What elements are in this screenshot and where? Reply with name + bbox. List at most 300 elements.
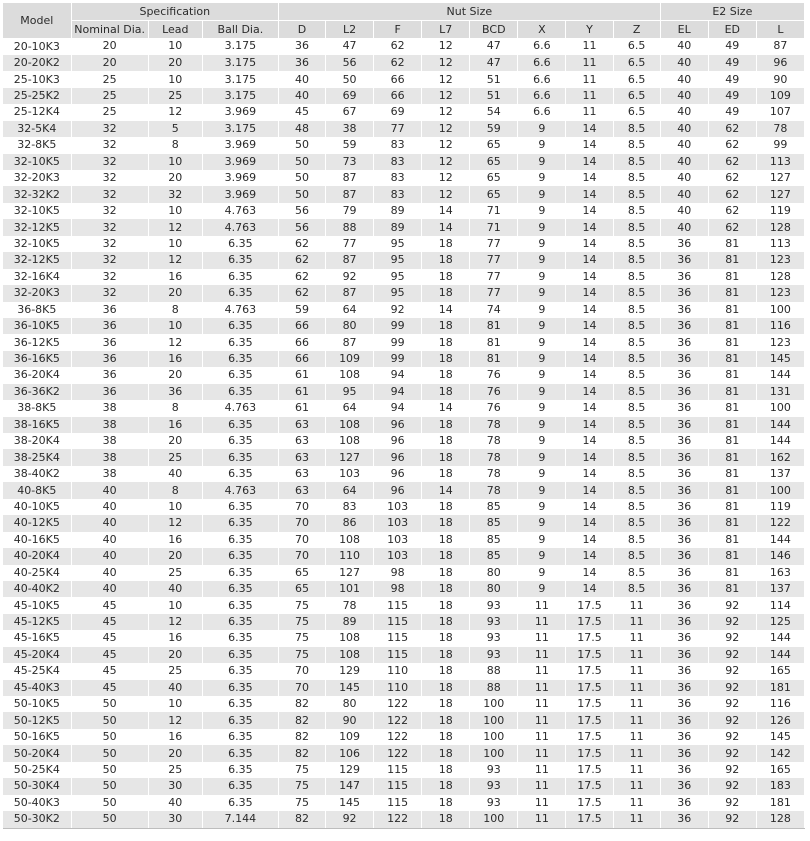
cell-el: 36 xyxy=(660,334,708,350)
cell-l: 99 xyxy=(756,137,804,153)
cell-ball-dia: 6.35 xyxy=(202,449,278,465)
cell-l7: 18 xyxy=(422,581,470,597)
cell-model: 50-10K5 xyxy=(3,696,71,712)
cell-el: 36 xyxy=(660,630,708,646)
column-header-l: L xyxy=(756,21,804,39)
cell-z: 8.5 xyxy=(613,170,660,186)
cell-nominal-dia: 50 xyxy=(71,729,148,745)
cell-ball-dia: 3.969 xyxy=(202,186,278,202)
cell-y: 17.5 xyxy=(566,745,613,761)
cell-ed: 92 xyxy=(708,647,756,663)
cell-y: 17.5 xyxy=(566,712,613,728)
cell-f: 77 xyxy=(374,121,422,137)
cell-l: 145 xyxy=(756,729,804,745)
table-row xyxy=(3,449,805,465)
cell-l7: 18 xyxy=(422,351,470,367)
cell-l7: 18 xyxy=(422,696,470,712)
table-row xyxy=(3,252,805,268)
cell-nominal-dia: 32 xyxy=(71,121,148,137)
cell-l2: 129 xyxy=(326,762,374,778)
cell-model: 50-25K4 xyxy=(3,762,71,778)
cell-d: 62 xyxy=(278,269,325,285)
cell-el: 36 xyxy=(660,482,708,498)
cell-ball-dia: 6.35 xyxy=(202,778,278,794)
cell-l: 142 xyxy=(756,745,804,761)
cell-bcd: 80 xyxy=(470,565,518,581)
header-group-row xyxy=(3,3,805,21)
cell-l2: 88 xyxy=(326,219,374,235)
cell-bcd: 74 xyxy=(470,302,518,318)
cell-l: 114 xyxy=(756,597,804,613)
cell-ed: 81 xyxy=(708,285,756,301)
cell-d: 36 xyxy=(278,38,325,55)
cell-nominal-dia: 50 xyxy=(71,712,148,728)
cell-el: 36 xyxy=(660,532,708,548)
cell-el: 40 xyxy=(660,203,708,219)
cell-ball-dia: 4.763 xyxy=(202,219,278,235)
cell-model: 40-8K5 xyxy=(3,482,71,498)
cell-bcd: 78 xyxy=(470,433,518,449)
cell-d: 82 xyxy=(278,811,325,828)
cell-bcd: 81 xyxy=(470,318,518,334)
cell-lead: 40 xyxy=(148,680,202,696)
cell-x: 9 xyxy=(518,367,566,383)
cell-y: 14 xyxy=(566,236,613,252)
cell-y: 14 xyxy=(566,334,613,350)
cell-y: 14 xyxy=(566,482,613,498)
cell-nominal-dia: 45 xyxy=(71,680,148,696)
cell-ball-dia: 6.35 xyxy=(202,729,278,745)
model-column-header: Model xyxy=(3,3,71,38)
cell-z: 11 xyxy=(613,811,660,828)
cell-el: 36 xyxy=(660,729,708,745)
cell-f: 92 xyxy=(374,302,422,318)
cell-l: 87 xyxy=(756,38,804,55)
cell-ball-dia: 4.763 xyxy=(202,302,278,318)
cell-l: 165 xyxy=(756,663,804,679)
cell-model: 40-10K5 xyxy=(3,499,71,515)
cell-l2: 87 xyxy=(326,252,374,268)
cell-bcd: 100 xyxy=(470,696,518,712)
table-header xyxy=(3,3,805,38)
cell-ed: 49 xyxy=(708,38,756,55)
cell-nominal-dia: 40 xyxy=(71,532,148,548)
cell-y: 11 xyxy=(566,104,613,120)
cell-x: 9 xyxy=(518,466,566,482)
cell-y: 14 xyxy=(566,449,613,465)
table-row xyxy=(3,597,805,613)
cell-d: 61 xyxy=(278,384,325,400)
cell-model: 25-25K2 xyxy=(3,88,71,104)
cell-l2: 101 xyxy=(326,581,374,597)
cell-z: 8.5 xyxy=(613,581,660,597)
cell-l: 145 xyxy=(756,351,804,367)
cell-l2: 67 xyxy=(326,104,374,120)
cell-bcd: 88 xyxy=(470,680,518,696)
cell-bcd: 65 xyxy=(470,186,518,202)
cell-x: 9 xyxy=(518,252,566,268)
cell-d: 63 xyxy=(278,449,325,465)
cell-lead: 12 xyxy=(148,104,202,120)
cell-x: 11 xyxy=(518,745,566,761)
cell-model: 50-30K4 xyxy=(3,778,71,794)
cell-d: 75 xyxy=(278,778,325,794)
table-row xyxy=(3,384,805,400)
cell-l2: 92 xyxy=(326,811,374,828)
cell-l2: 89 xyxy=(326,614,374,630)
cell-ed: 62 xyxy=(708,203,756,219)
cell-nominal-dia: 32 xyxy=(71,137,148,153)
cell-f: 62 xyxy=(374,55,422,71)
cell-ed: 81 xyxy=(708,269,756,285)
table-row xyxy=(3,482,805,498)
column-header-l7: L7 xyxy=(422,21,470,39)
cell-nominal-dia: 38 xyxy=(71,400,148,416)
cell-y: 14 xyxy=(566,269,613,285)
cell-d: 36 xyxy=(278,55,325,71)
cell-el: 36 xyxy=(660,367,708,383)
cell-l7: 18 xyxy=(422,269,470,285)
table-row xyxy=(3,367,805,383)
cell-ed: 62 xyxy=(708,186,756,202)
cell-el: 36 xyxy=(660,696,708,712)
cell-d: 70 xyxy=(278,548,325,564)
cell-ball-dia: 6.35 xyxy=(202,647,278,663)
cell-z: 8.5 xyxy=(613,417,660,433)
cell-ball-dia: 6.35 xyxy=(202,696,278,712)
cell-ball-dia: 6.35 xyxy=(202,630,278,646)
cell-d: 50 xyxy=(278,154,325,170)
cell-model: 50-16K5 xyxy=(3,729,71,745)
cell-el: 36 xyxy=(660,515,708,531)
cell-z: 8.5 xyxy=(613,302,660,318)
cell-l2: 108 xyxy=(326,630,374,646)
cell-l7: 18 xyxy=(422,285,470,301)
cell-l: 100 xyxy=(756,482,804,498)
cell-model: 32-5K4 xyxy=(3,121,71,137)
cell-nominal-dia: 50 xyxy=(71,745,148,761)
table-row xyxy=(3,630,805,646)
cell-f: 94 xyxy=(374,367,422,383)
cell-el: 40 xyxy=(660,104,708,120)
cell-l2: 80 xyxy=(326,318,374,334)
cell-f: 115 xyxy=(374,795,422,811)
cell-x: 11 xyxy=(518,696,566,712)
cell-l7: 18 xyxy=(422,548,470,564)
column-header-bcd: BCD xyxy=(470,21,518,39)
table-row xyxy=(3,137,805,153)
cell-l: 144 xyxy=(756,532,804,548)
cell-l7: 18 xyxy=(422,811,470,828)
column-header-z: Z xyxy=(613,21,660,39)
cell-ball-dia: 6.35 xyxy=(202,515,278,531)
cell-x: 9 xyxy=(518,203,566,219)
cell-nominal-dia: 38 xyxy=(71,466,148,482)
cell-nominal-dia: 40 xyxy=(71,482,148,498)
cell-bcd: 93 xyxy=(470,762,518,778)
cell-ball-dia: 6.35 xyxy=(202,236,278,252)
cell-l2: 145 xyxy=(326,795,374,811)
cell-y: 14 xyxy=(566,466,613,482)
table-row xyxy=(3,269,805,285)
cell-l2: 47 xyxy=(326,38,374,55)
cell-lead: 16 xyxy=(148,729,202,745)
cell-y: 17.5 xyxy=(566,696,613,712)
cell-z: 8.5 xyxy=(613,367,660,383)
cell-model: 38-16K5 xyxy=(3,417,71,433)
cell-ball-dia: 3.175 xyxy=(202,121,278,137)
table-row xyxy=(3,186,805,202)
cell-y: 14 xyxy=(566,318,613,334)
cell-nominal-dia: 32 xyxy=(71,186,148,202)
cell-x: 11 xyxy=(518,811,566,828)
cell-bcd: 54 xyxy=(470,104,518,120)
cell-y: 11 xyxy=(566,38,613,55)
cell-el: 36 xyxy=(660,466,708,482)
cell-z: 8.5 xyxy=(613,269,660,285)
cell-model: 32-10K5 xyxy=(3,203,71,219)
cell-l7: 18 xyxy=(422,236,470,252)
table-row xyxy=(3,417,805,433)
cell-model: 20-20K2 xyxy=(3,55,71,71)
cell-l: 144 xyxy=(756,367,804,383)
cell-lead: 16 xyxy=(148,630,202,646)
cell-y: 14 xyxy=(566,186,613,202)
cell-l: 116 xyxy=(756,696,804,712)
cell-bcd: 80 xyxy=(470,581,518,597)
cell-lead: 25 xyxy=(148,565,202,581)
cell-bcd: 85 xyxy=(470,532,518,548)
cell-nominal-dia: 36 xyxy=(71,351,148,367)
cell-y: 17.5 xyxy=(566,597,613,613)
cell-bcd: 65 xyxy=(470,137,518,153)
cell-l: 127 xyxy=(756,170,804,186)
cell-z: 8.5 xyxy=(613,252,660,268)
table-row xyxy=(3,400,805,416)
cell-bcd: 59 xyxy=(470,121,518,137)
cell-lead: 12 xyxy=(148,252,202,268)
cell-model: 36-12K5 xyxy=(3,334,71,350)
cell-bcd: 77 xyxy=(470,236,518,252)
cell-z: 8.5 xyxy=(613,121,660,137)
cell-bcd: 65 xyxy=(470,170,518,186)
cell-d: 70 xyxy=(278,532,325,548)
table-row xyxy=(3,466,805,482)
cell-f: 99 xyxy=(374,351,422,367)
cell-ball-dia: 6.35 xyxy=(202,384,278,400)
cell-l: 78 xyxy=(756,121,804,137)
cell-l7: 18 xyxy=(422,252,470,268)
cell-x: 9 xyxy=(518,154,566,170)
cell-ed: 81 xyxy=(708,548,756,564)
cell-z: 8.5 xyxy=(613,285,660,301)
cell-d: 82 xyxy=(278,696,325,712)
table-row xyxy=(3,811,805,828)
cell-l7: 12 xyxy=(422,55,470,71)
cell-z: 6.5 xyxy=(613,55,660,71)
table-row xyxy=(3,433,805,449)
cell-f: 95 xyxy=(374,285,422,301)
cell-y: 14 xyxy=(566,499,613,515)
cell-lead: 25 xyxy=(148,88,202,104)
cell-l7: 14 xyxy=(422,302,470,318)
cell-z: 6.5 xyxy=(613,88,660,104)
cell-ball-dia: 6.35 xyxy=(202,795,278,811)
cell-x: 11 xyxy=(518,795,566,811)
cell-f: 96 xyxy=(374,433,422,449)
cell-bcd: 76 xyxy=(470,367,518,383)
cell-d: 62 xyxy=(278,252,325,268)
cell-d: 63 xyxy=(278,482,325,498)
table-row xyxy=(3,762,805,778)
table-row xyxy=(3,795,805,811)
cell-l2: 92 xyxy=(326,269,374,285)
cell-x: 9 xyxy=(518,400,566,416)
cell-bcd: 85 xyxy=(470,499,518,515)
cell-ed: 92 xyxy=(708,597,756,613)
cell-lead: 16 xyxy=(148,269,202,285)
cell-nominal-dia: 40 xyxy=(71,548,148,564)
cell-model: 32-12K5 xyxy=(3,219,71,235)
cell-el: 36 xyxy=(660,778,708,794)
cell-ed: 92 xyxy=(708,762,756,778)
cell-lead: 36 xyxy=(148,384,202,400)
cell-f: 115 xyxy=(374,778,422,794)
cell-ball-dia: 6.35 xyxy=(202,499,278,515)
cell-ed: 62 xyxy=(708,121,756,137)
cell-bcd: 76 xyxy=(470,384,518,400)
cell-ed: 49 xyxy=(708,104,756,120)
cell-nominal-dia: 38 xyxy=(71,417,148,433)
cell-el: 36 xyxy=(660,417,708,433)
cell-el: 36 xyxy=(660,318,708,334)
cell-model: 32-16K4 xyxy=(3,269,71,285)
cell-y: 17.5 xyxy=(566,647,613,663)
cell-nominal-dia: 32 xyxy=(71,219,148,235)
cell-f: 95 xyxy=(374,269,422,285)
cell-ball-dia: 3.969 xyxy=(202,170,278,186)
cell-f: 96 xyxy=(374,482,422,498)
cell-y: 14 xyxy=(566,532,613,548)
cell-ed: 92 xyxy=(708,663,756,679)
cell-x: 9 xyxy=(518,565,566,581)
cell-lead: 8 xyxy=(148,400,202,416)
cell-y: 14 xyxy=(566,581,613,597)
cell-l2: 79 xyxy=(326,203,374,219)
cell-l2: 108 xyxy=(326,367,374,383)
cell-l: 144 xyxy=(756,433,804,449)
cell-el: 36 xyxy=(660,762,708,778)
table-row xyxy=(3,581,805,597)
cell-l2: 87 xyxy=(326,285,374,301)
cell-bcd: 77 xyxy=(470,269,518,285)
cell-x: 11 xyxy=(518,729,566,745)
cell-x: 11 xyxy=(518,597,566,613)
cell-l7: 12 xyxy=(422,154,470,170)
cell-el: 36 xyxy=(660,647,708,663)
cell-f: 103 xyxy=(374,548,422,564)
cell-l: 122 xyxy=(756,515,804,531)
cell-el: 36 xyxy=(660,795,708,811)
cell-f: 96 xyxy=(374,449,422,465)
cell-z: 11 xyxy=(613,712,660,728)
cell-model: 50-30K2 xyxy=(3,811,71,828)
cell-d: 61 xyxy=(278,367,325,383)
cell-ed: 92 xyxy=(708,778,756,794)
cell-f: 89 xyxy=(374,203,422,219)
cell-z: 8.5 xyxy=(613,482,660,498)
cell-l: 137 xyxy=(756,466,804,482)
cell-el: 36 xyxy=(660,236,708,252)
cell-bcd: 47 xyxy=(470,55,518,71)
cell-nominal-dia: 36 xyxy=(71,367,148,383)
cell-ball-dia: 6.35 xyxy=(202,762,278,778)
cell-x: 6.6 xyxy=(518,104,566,120)
cell-l2: 56 xyxy=(326,55,374,71)
cell-bcd: 93 xyxy=(470,597,518,613)
cell-ed: 81 xyxy=(708,499,756,515)
cell-y: 14 xyxy=(566,565,613,581)
cell-ed: 62 xyxy=(708,137,756,153)
cell-l2: 83 xyxy=(326,499,374,515)
cell-ed: 49 xyxy=(708,88,756,104)
cell-l2: 103 xyxy=(326,466,374,482)
cell-l: 96 xyxy=(756,55,804,71)
cell-bcd: 93 xyxy=(470,795,518,811)
cell-l2: 86 xyxy=(326,515,374,531)
cell-x: 9 xyxy=(518,236,566,252)
cell-model: 36-10K5 xyxy=(3,318,71,334)
cell-ed: 81 xyxy=(708,433,756,449)
cell-f: 122 xyxy=(374,712,422,728)
cell-y: 14 xyxy=(566,252,613,268)
cell-ball-dia: 3.175 xyxy=(202,38,278,55)
cell-l7: 18 xyxy=(422,597,470,613)
table-row xyxy=(3,88,805,104)
cell-z: 11 xyxy=(613,778,660,794)
ball-screw-nut-spec-table xyxy=(3,3,805,829)
cell-lead: 8 xyxy=(148,302,202,318)
cell-bcd: 93 xyxy=(470,614,518,630)
cell-nominal-dia: 45 xyxy=(71,614,148,630)
cell-f: 103 xyxy=(374,499,422,515)
cell-d: 65 xyxy=(278,581,325,597)
table-row xyxy=(3,647,805,663)
cell-nominal-dia: 32 xyxy=(71,170,148,186)
table-row xyxy=(3,663,805,679)
cell-y: 17.5 xyxy=(566,778,613,794)
cell-d: 75 xyxy=(278,795,325,811)
cell-l: 116 xyxy=(756,318,804,334)
table-row xyxy=(3,351,805,367)
cell-d: 75 xyxy=(278,762,325,778)
cell-l2: 106 xyxy=(326,745,374,761)
cell-z: 6.5 xyxy=(613,71,660,87)
cell-el: 40 xyxy=(660,186,708,202)
cell-lead: 16 xyxy=(148,417,202,433)
cell-l2: 80 xyxy=(326,696,374,712)
cell-lead: 30 xyxy=(148,778,202,794)
cell-l2: 64 xyxy=(326,302,374,318)
cell-f: 115 xyxy=(374,762,422,778)
cell-x: 6.6 xyxy=(518,71,566,87)
cell-lead: 25 xyxy=(148,663,202,679)
cell-bcd: 78 xyxy=(470,417,518,433)
cell-l7: 18 xyxy=(422,647,470,663)
cell-l2: 64 xyxy=(326,400,374,416)
cell-nominal-dia: 40 xyxy=(71,581,148,597)
cell-el: 36 xyxy=(660,384,708,400)
